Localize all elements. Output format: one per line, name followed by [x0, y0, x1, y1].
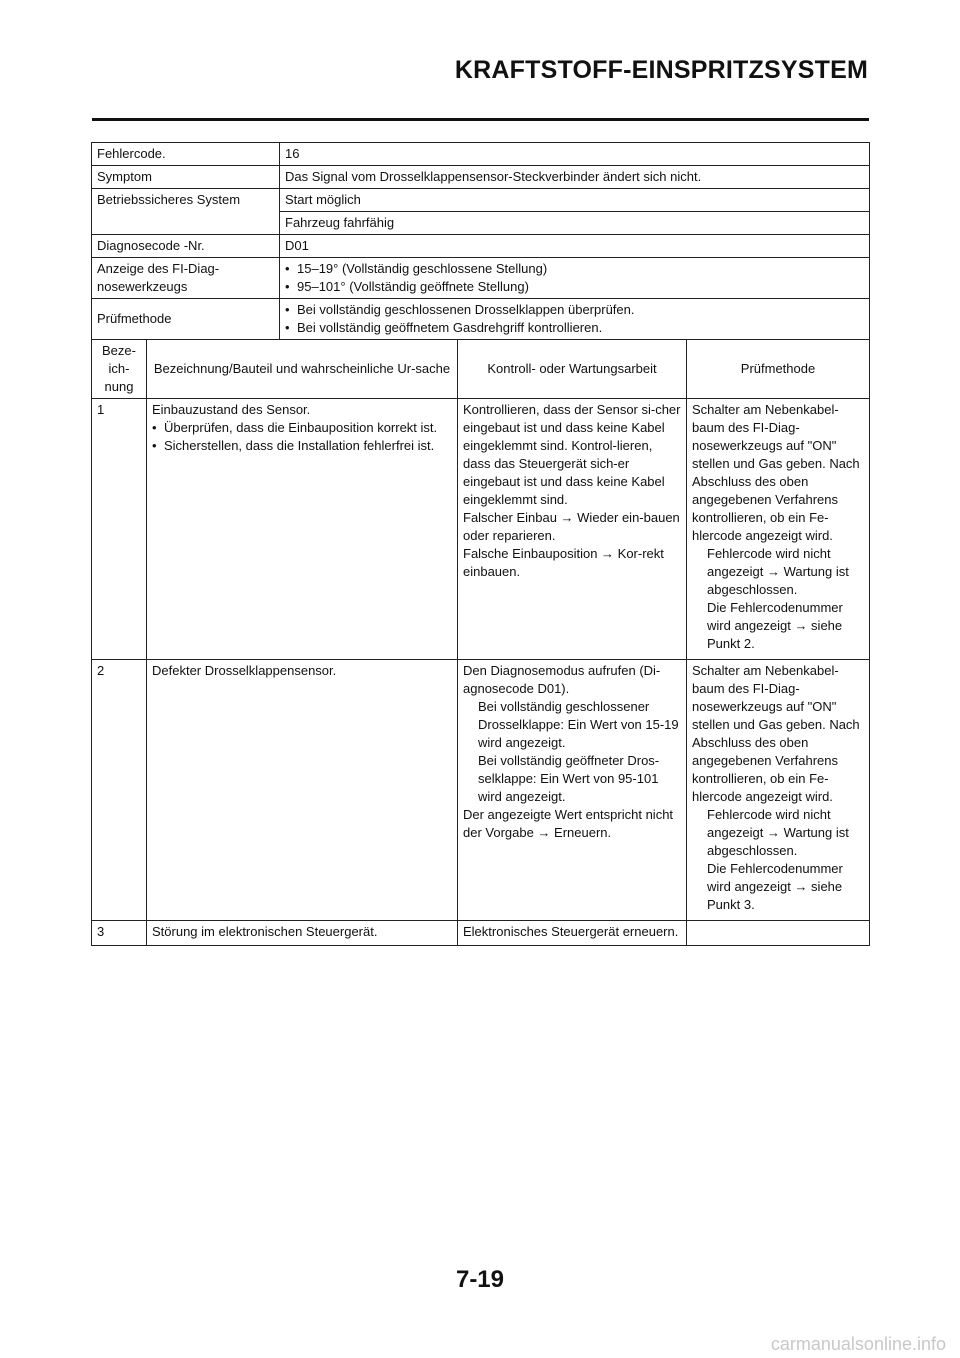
list-item: • Bei vollständig geöffnetem Gasdrehgriff kontrollieren.: [285, 319, 864, 337]
diagnosis-table: [91, 142, 870, 946]
action-cell: [458, 660, 687, 921]
action-text: Falsche Einbauposition → Kor-rekt einbauen.: [463, 546, 664, 579]
table-row: [92, 660, 870, 921]
fehlercode-value: 16: [280, 143, 870, 166]
cause-cell: [147, 660, 458, 921]
row-pruefmethode: [92, 299, 870, 340]
list-item: • 15–19° (Vollständig geschlossene Stellung): [285, 260, 864, 278]
list-item: • 95–101° (Vollständig geöffnete Stellung): [285, 278, 864, 296]
list-item: • Bei vollständig geschlossenen Drosselklappen überprüfen.: [285, 301, 864, 319]
cause-title: Einbauzustand des Sensor.: [152, 402, 311, 417]
page-number: 7-19: [455, 1266, 505, 1293]
action-text: Elektronisches Steuergerät erneuern.: [463, 924, 679, 939]
symptom-value: Das Signal vom Drosselklappensensor-Steckverbinder ändert sich nicht.: [280, 166, 870, 189]
diag-label: Diagnosecode -Nr.: [92, 235, 280, 258]
page-title: KRAFTSTOFF-EINSPRITZSYSTEM: [454, 56, 868, 84]
table-row: [92, 921, 870, 946]
row-diagnosecode: [92, 235, 870, 258]
list-item: • Sicherstellen, dass die Installation fehlerfrei ist.: [152, 437, 452, 455]
action-text: Kontrollieren, dass der Sensor si-cher eingebaut ist und dass keine Kabel eingeklemmt sind. Kontrol-lieren, dass das Steuergerät sich-er eingebaut ist und dass keine Kabel eingeklemmt sind.: [463, 402, 681, 507]
check-sub-text: Fehlercode wird nicht angezeigt → Wartung ist abgeschlossen.: [707, 546, 849, 597]
action-text: Der angezeigte Wert entspricht nicht der Vorgabe → Erneuern.: [463, 807, 674, 840]
check-cell: [687, 921, 870, 946]
check-sub-text: Fehlercode wird nicht angezeigt → Wartung ist abgeschlossen.: [707, 807, 849, 858]
title-rule: [92, 118, 869, 121]
betrieb-value-2: Fahrzeug fahrfähig: [280, 212, 870, 235]
column-header-pruefmethode: Prüfmethode: [687, 340, 870, 399]
diag-value: D01: [280, 235, 870, 258]
row-symptom: [92, 166, 870, 189]
action-cell: [458, 921, 687, 946]
check-sub-text: Die Fehlercodenummer wird angezeigt → siehe Punkt 3.: [707, 861, 843, 912]
check-text: Schalter am Nebenkabel-baum des FI-Diag-nosewerkzeugs auf "ON" stellen und Gas geben. Nach Abschluss des oben angegebenen Verfahrens kontrollieren, ob ein Fe-hlercode angezeigt wird.: [692, 663, 860, 804]
anzeige-value: [280, 258, 870, 299]
anzeige-label: Anzeige des FI-Diag-nosewerkzeugs: [92, 258, 280, 299]
check-sub-text: Die Fehlercodenummer wird angezeigt → siehe Punkt 2.: [707, 600, 843, 651]
row-betrieb-1: [92, 189, 870, 212]
pruef-value: [280, 299, 870, 340]
cause-title: Störung im elektronischen Steuergerät.: [152, 924, 378, 939]
diagnosis-table-container: [91, 142, 869, 946]
list-item: • Überprüfen, dass die Einbauposition korrekt ist.: [152, 419, 452, 437]
pruef-label: Prüfmethode: [92, 299, 280, 340]
row-number: 2: [92, 660, 147, 921]
column-header-bezeichnung: Beze-ich-nung: [92, 340, 147, 399]
check-text: Schalter am Nebenkabel-baum des FI-Diag-nosewerkzeugs auf "ON" stellen und Gas geben. Nach Abschluss des oben angegebenen Verfahrens kontrollieren, ob ein Fe-hlercode angezeigt wird.: [692, 402, 860, 543]
action-text: Den Diagnosemodus aufrufen (Di-agnosecode D01).: [463, 663, 661, 696]
action-text: Falscher Einbau → Wieder ein-bauen oder reparieren.: [463, 510, 680, 543]
check-cell: [687, 399, 870, 660]
row-number: 3: [92, 921, 147, 946]
row-number: 1: [92, 399, 147, 660]
action-sub-text: Bei vollständig geschlossener Drosselklappe: Ein Wert von 15-19 wird angezeigt.: [478, 699, 679, 750]
column-header-arbeit: Kontroll- oder Wartungsarbeit: [458, 340, 687, 399]
action-sub-text: Bei vollständig geöffneter Dros-selklappe: Ein Wert von 95-101 wird angezeigt.: [478, 753, 660, 804]
table-row: [92, 399, 870, 660]
action-cell: [458, 399, 687, 660]
symptom-label: Symptom: [92, 166, 280, 189]
footer-watermark: carmanualsonline.info: [770, 1334, 946, 1354]
row-anzeige: [92, 258, 870, 299]
column-header-ursache: Bezeichnung/Bauteil und wahrscheinliche Ur-sache: [147, 340, 458, 399]
row-fehlercode: [92, 143, 870, 166]
cause-title: Defekter Drosselklappensensor.: [152, 663, 337, 678]
betrieb-label: Betriebssicheres System: [92, 189, 280, 235]
cause-cell: [147, 399, 458, 660]
column-header-row: [92, 340, 870, 399]
fehlercode-label: Fehlercode.: [92, 143, 280, 166]
betrieb-value-1: Start möglich: [280, 189, 870, 212]
check-cell: [687, 660, 870, 921]
cause-cell: [147, 921, 458, 946]
